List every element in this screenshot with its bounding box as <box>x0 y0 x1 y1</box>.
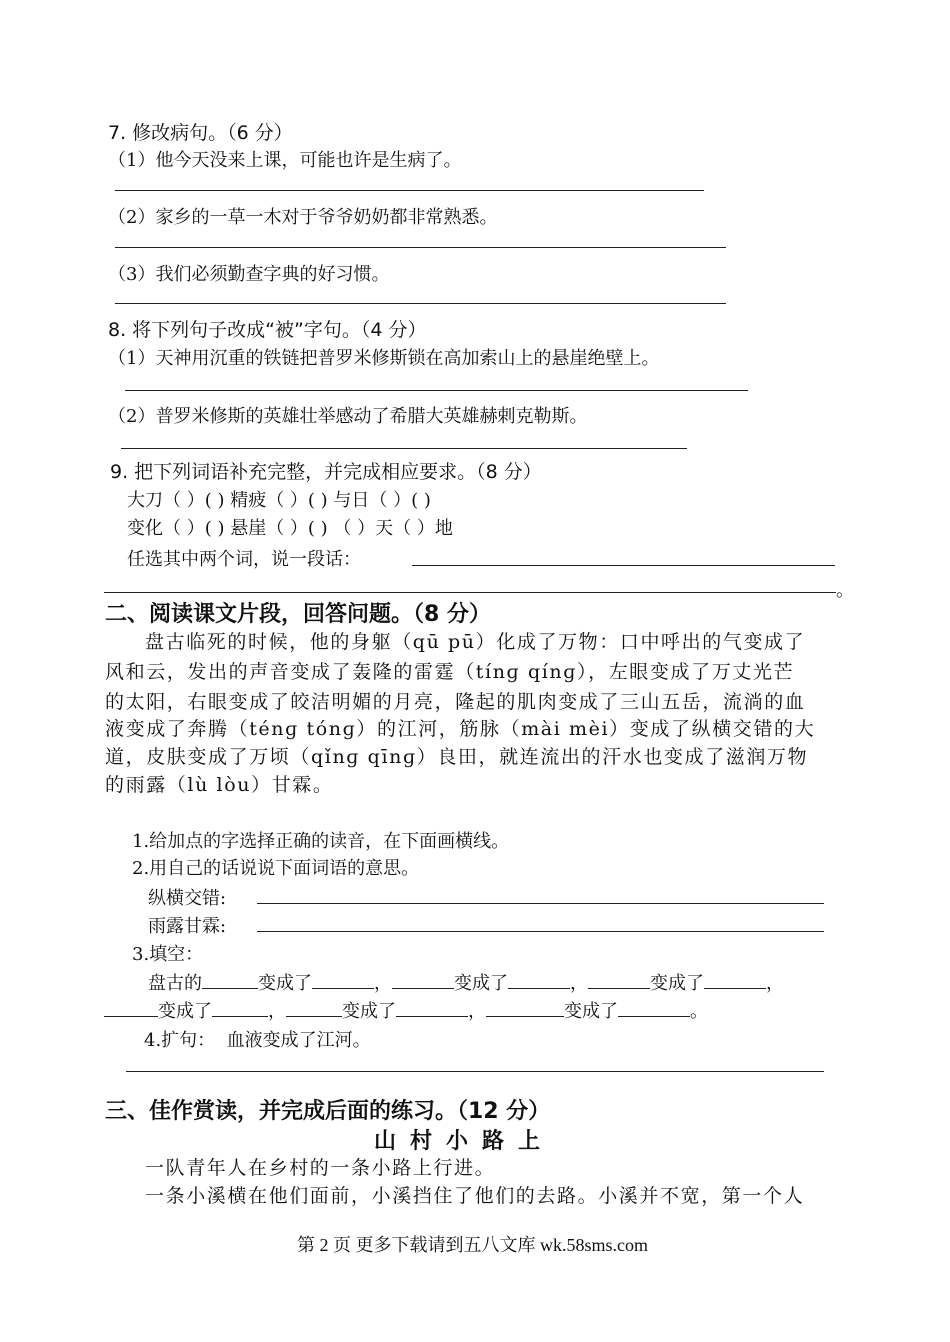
q3-prefix: 盘古的 <box>148 973 202 994</box>
q9-end-mark: 。 <box>836 580 854 601</box>
section2-heading: 二、阅读课文片段，回答问题。（8 分） <box>105 602 491 627</box>
q3-blank[interactable] <box>312 970 374 989</box>
q3-blank[interactable] <box>212 998 268 1017</box>
q7-answer-line-2[interactable] <box>115 247 726 248</box>
q4-label: 4.扩句： <box>144 1030 216 1051</box>
section3-heading: 三、佳作赏读，并完成后面的练习。（12 分） <box>105 1099 551 1124</box>
story-title: 山村小路上 <box>374 1129 555 1154</box>
q3-blank[interactable] <box>704 970 766 989</box>
q3-word: 变成了 <box>454 973 508 994</box>
page-footer: 第 2 页 更多下载请到五八文库 wk.58sms.com <box>297 1235 648 1255</box>
passage-line-2: 风和云，发出的声音变成了轰隆的雷霆（tínɡ qínɡ），左眼变成了万丈光芒 <box>105 661 795 683</box>
s2-q2-answer-line-1[interactable] <box>257 903 824 904</box>
q7-item-1: （1）他今天没来上课，可能也许是生病了。 <box>108 150 462 171</box>
q3-word: 变成了 <box>158 1001 212 1022</box>
q9-task: 任选其中两个词，说一段话： <box>127 549 361 570</box>
q7-answer-line-3[interactable] <box>115 303 726 304</box>
q7-title: 7. 修改病句。（6 分） <box>108 122 293 144</box>
passage-line-1: 盘古临死的时候，他的身躯（qū pū）化成了万物：口中呼出的气变成了 <box>145 631 806 653</box>
q3-blank[interactable] <box>392 970 454 989</box>
q8-item-1: （1）天神用沉重的铁链把普罗米修斯锁在高加索山上的悬崖绝壁上。 <box>108 348 660 369</box>
q3-comma: ， <box>766 973 784 994</box>
q9-answer-line-1[interactable] <box>412 565 835 566</box>
s2-q2: 2.用自己的话说说下面词语的意思。 <box>132 858 420 879</box>
q8-answer-line-1[interactable] <box>125 390 748 391</box>
s2-q3-fill-row-2 <box>104 997 708 1023</box>
s2-q2-word-2: 雨露甘霖: <box>148 916 227 937</box>
q8-item-2: （2）普罗米修斯的英雄壮举感动了希腊大英雄赫剌克勒斯。 <box>108 406 588 427</box>
q8-answer-line-2[interactable] <box>121 448 687 449</box>
q9-row-2: 变化（ ）( ) 悬崖（ ）( ) （ ）天（ ）地 <box>127 518 453 539</box>
q3-blank[interactable] <box>508 970 570 989</box>
q9-row-1: 大刀（ ）( ) 精疲（ ）( ) 与日（ ）( ) <box>127 490 431 511</box>
s2-q4 <box>144 1026 371 1052</box>
story-line-2: 一条小溪横在他们面前，小溪挡住了他们的去路。小溪并不宽，第一个人 <box>145 1185 805 1207</box>
q7-item-2: （2）家乡的一草一木对于爷爷奶奶都非常熟悉。 <box>108 207 498 228</box>
q3-word: 变成了 <box>258 973 312 994</box>
q3-blank[interactable] <box>588 970 650 989</box>
q3-word: 变成了 <box>650 973 704 994</box>
q3-comma: ， <box>374 973 392 994</box>
q7-item-3: （3）我们必须勤查字典的好习惯。 <box>108 264 390 285</box>
s2-q4-answer-line[interactable] <box>126 1071 824 1072</box>
passage-line-5: 道，皮肤变成了万顷（qǐnɡ qīnɡ）良田，就连流出的汗水也变成了滋润万物 <box>105 746 809 768</box>
story-line-1: 一队青年人在乡村的一条小路上行进。 <box>145 1157 496 1179</box>
passage-line-3: 的太阳，右眼变成了皎洁明媚的月亮，隆起的肌肉变成了三山五岳，流淌的血 <box>105 691 806 713</box>
q4-sentence: 血液变成了江河。 <box>226 1030 371 1051</box>
q8-title: 8. 将下列句子改成“被”字句。（4 分） <box>108 319 427 341</box>
q3-blank[interactable] <box>104 998 158 1017</box>
q3-word: 变成了 <box>564 1001 618 1022</box>
q3-blank[interactable] <box>486 998 564 1017</box>
q3-blank[interactable] <box>286 998 342 1017</box>
s2-q1: 1.给加点的字选择正确的读音，在下面画横线。 <box>132 831 510 852</box>
q3-comma: ， <box>468 1001 486 1022</box>
q3-period: 。 <box>690 1001 708 1022</box>
s2-q3-fill-row-1 <box>148 969 784 995</box>
passage-line-6: 的雨露（lù lòu）甘霖。 <box>105 774 334 796</box>
q3-comma: ， <box>268 1001 286 1022</box>
passage-line-4: 液变成了奔腾（ténɡ tónɡ）的江河，筋脉（mài mèi）变成了纵横交错的大 <box>105 718 816 740</box>
s2-q2-answer-line-2[interactable] <box>257 931 824 932</box>
q3-word: 变成了 <box>342 1001 396 1022</box>
q9-answer-line-2[interactable] <box>104 592 836 593</box>
q7-answer-line-1[interactable] <box>115 190 704 191</box>
q3-blank[interactable] <box>618 998 690 1017</box>
q3-blank[interactable] <box>396 998 468 1017</box>
s2-q2-word-1: 纵横交错: <box>148 888 227 909</box>
q3-blank[interactable] <box>202 970 258 989</box>
q3-comma: ， <box>570 973 588 994</box>
q9-title: 9. 把下列词语补充完整，并完成相应要求。（8 分） <box>110 461 542 483</box>
s2-q3: 3.填空： <box>132 944 204 965</box>
